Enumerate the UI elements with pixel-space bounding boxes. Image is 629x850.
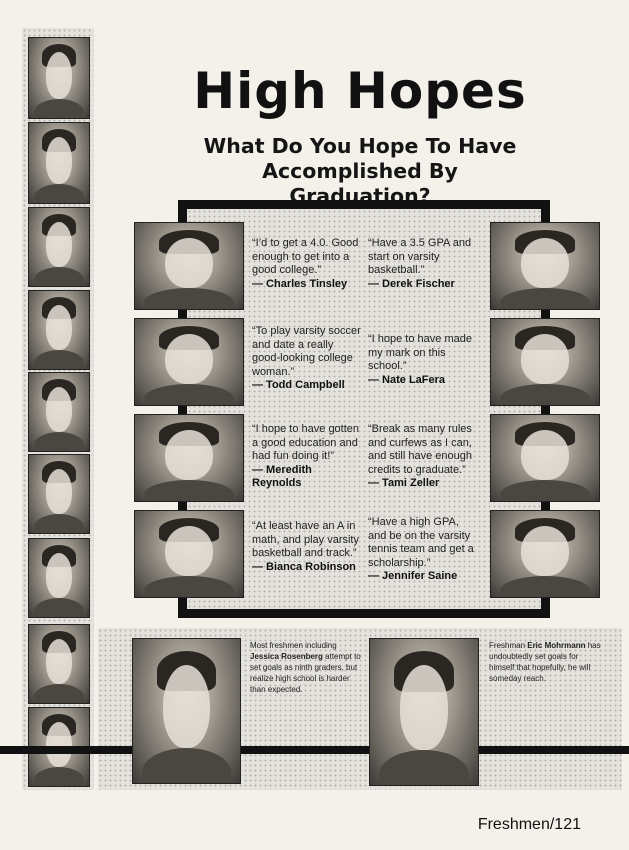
quote-nate-lafera	[368, 333, 480, 387]
mugshot-photo	[28, 122, 90, 204]
quote-text: “Have a 3.5 GPA and start on varsity basketball.”	[368, 237, 472, 276]
quote-text: “I hope to have gotten a good education and had fun doing it!”	[252, 423, 360, 462]
quote-todd-campbell	[252, 325, 364, 393]
mugshot-photo	[28, 290, 90, 370]
quote-text: “Have a high GPA, and be on the varsity tennis team and get a scholarship.”	[368, 516, 474, 569]
quote-photo-charles-tinsley	[134, 222, 244, 310]
quote-attribution: — Meredith Reynolds	[252, 463, 312, 489]
quote-meredith-reynolds	[252, 423, 364, 491]
quote-photo-jennifer-saine	[490, 510, 600, 598]
bottom-band-right	[476, 746, 629, 754]
quote-photo-todd-campbell	[134, 318, 244, 406]
caption-text: Most freshmen including	[250, 641, 337, 650]
quote-photo-bianca-robinson	[134, 510, 244, 598]
quote-bianca-robinson	[252, 520, 364, 574]
candid-photo-eric-mohrmann	[369, 638, 479, 786]
candid-photo-jessica-rosenberg	[132, 638, 241, 784]
quote-text: “Break as many rules and curfews as I can, and still have enough credits to graduate.”	[368, 423, 472, 476]
quote-photo-tami-zeller	[490, 414, 600, 502]
quote-tami-zeller	[368, 423, 480, 491]
quote-attribution: — Derek Fischer	[368, 277, 455, 290]
page-title: High Hopes	[193, 62, 527, 120]
caption-name: Jessica Rosenberg	[250, 652, 323, 661]
quote-text: “To play varsity soccer and date a really good-looking college woman.”	[252, 325, 361, 378]
quote-attribution: — Todd Campbell	[252, 379, 345, 391]
quote-text: “I hope to have made my mark on this school.”	[368, 333, 472, 372]
quote-photo-nate-lafera	[490, 318, 600, 406]
bottom-band-middle	[239, 746, 371, 754]
quote-photo-derek-fischer	[490, 222, 600, 310]
mugshot-photo	[28, 454, 90, 534]
quote-attribution: — Charles Tinsley	[252, 277, 348, 290]
quote-text: “At least have an A in math, and play varsity basketball and track.”	[252, 520, 359, 559]
quote-attribution: — Tami Zeller	[368, 477, 440, 489]
caption-eric-mohrmann	[489, 640, 601, 684]
quote-photo-meredith-reynolds	[134, 414, 244, 502]
quote-attribution: — Nate LaFera	[368, 373, 446, 386]
caption-text: Freshman	[489, 641, 528, 650]
mugshot-photo	[28, 624, 90, 704]
bottom-band-left	[0, 746, 132, 754]
caption-jessica-rosenberg	[250, 640, 362, 695]
quote-attribution: — Jennifer Saine	[368, 570, 458, 582]
mugshot-photo	[28, 538, 90, 618]
quote-charles-tinsley	[252, 237, 364, 291]
mugshot-photo	[28, 372, 90, 452]
quote-jennifer-saine	[368, 516, 480, 584]
caption-text: attempt to set goals as ninth graders, but realize high school is harder than expected.	[250, 652, 361, 694]
quote-text: “I’d to get a 4.0. Good enough to get into a good college.”	[252, 237, 359, 276]
mugshot-photo	[28, 37, 90, 119]
caption-name: Eric Mohrmann	[527, 641, 586, 650]
quote-derek-fischer	[368, 237, 480, 291]
quote-attribution: — Bianca Robinson	[252, 560, 356, 573]
page-folio: Freshmen/121	[477, 816, 581, 833]
mugshot-photo	[28, 207, 90, 287]
caption-text: has undoubtedly set goals for himself that hopefully, he will someday reach.	[489, 641, 601, 683]
page-subtitle: What Do You Hope To Have Accomplished By Graduation?	[203, 134, 517, 208]
